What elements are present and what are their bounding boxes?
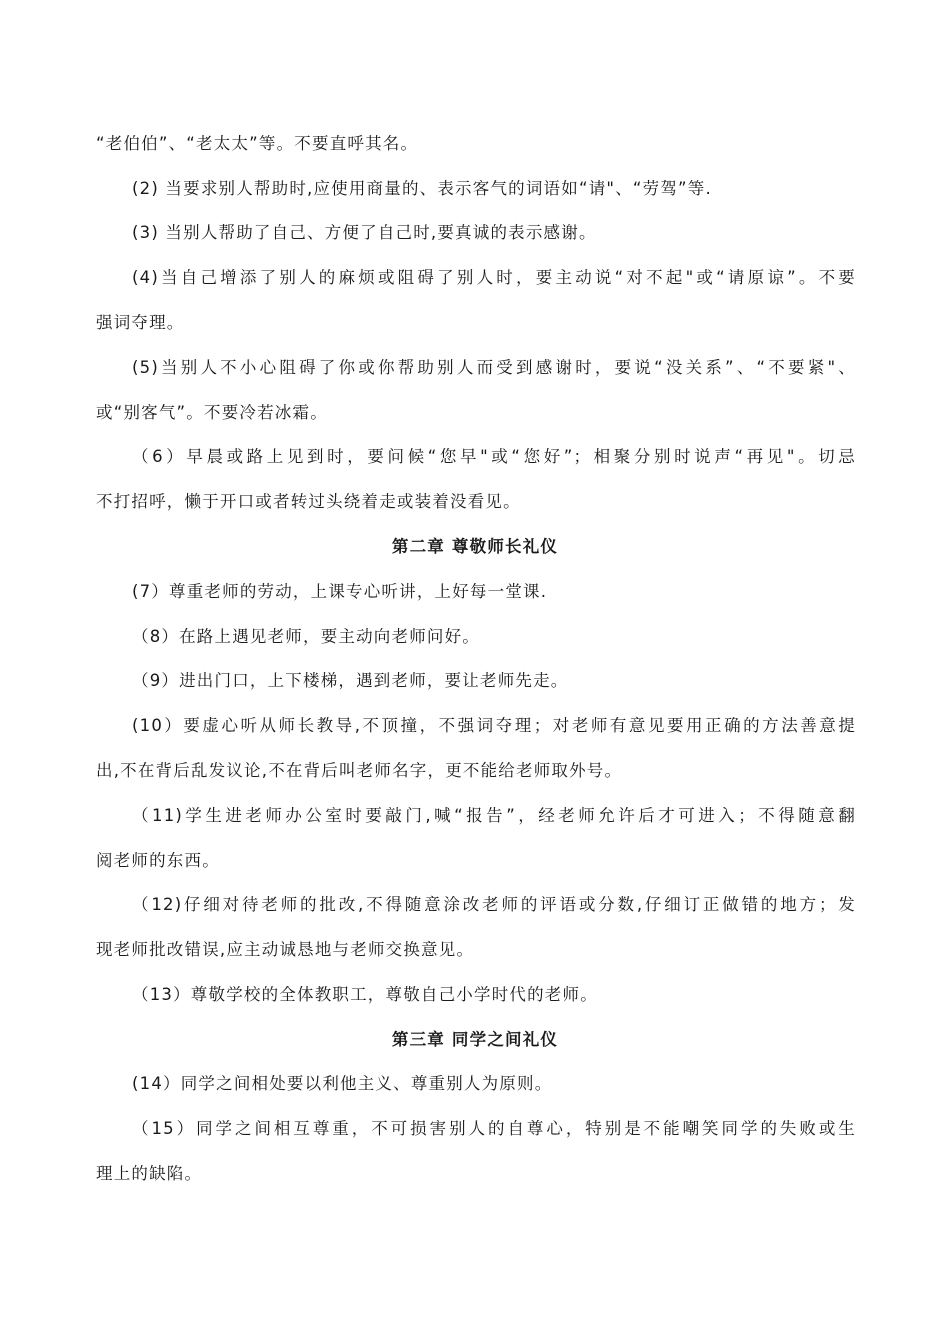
text-line: （13）尊敬学校的全体教职工，尊敬自己小学时代的老师。 xyxy=(132,985,598,1004)
chapter-heading: 第三章 同学之间礼仪 xyxy=(391,1030,559,1049)
text-line: (14）同学之间相处要以利他主义、尊重别人为原则。 xyxy=(132,1074,553,1093)
text-line: (3) 当别人帮助了自己、方便了自己时,要真诚的表示感谢。 xyxy=(132,223,597,242)
text-line: 阅老师的东西。 xyxy=(96,851,220,870)
text-line: 现老师批改错误,应主动诚恳地与老师交换意见。 xyxy=(96,940,475,959)
text-line: 或“别客气”。不要冷若冰霜。 xyxy=(96,403,328,422)
text-line: （11)学生进老师办公室时要敲门,喊“报告”，经老师允许后才可进入；不得随意翻 xyxy=(132,806,856,825)
text-line: “老伯伯”、“老太太”等。不要直呼其名。 xyxy=(96,134,419,153)
text-line: 理上的缺陷。 xyxy=(96,1164,203,1183)
text-line: (4)当自己增添了别人的麻烦或阻碍了别人时，要主动说“对不起"或“请原谅”。不要 xyxy=(132,268,856,287)
text-line: 出,不在背后乱发议论,不在背后叫老师名字，更不能给老师取外号。 xyxy=(96,761,623,780)
text-line: （6）早晨或路上见到时，要问候“您早"或“您好”；相聚分别时说声“再见"。切忌 xyxy=(132,447,856,466)
text-line: (7）尊重老师的劳动，上课专心听讲，上好每一堂课. xyxy=(132,582,548,601)
text-line: 不打招呼，懒于开口或者转过头绕着走或装着没看见。 xyxy=(96,492,521,511)
text-line: (5)当别人不小心阻碍了你或你帮助别人而受到感谢时，要说“没关系”、“不要紧"、 xyxy=(132,358,856,377)
text-line: （8）在路上遇见老师，要主动向老师问好。 xyxy=(132,627,480,646)
text-line: 强词夺理。 xyxy=(96,313,185,332)
text-line: (2) 当要求别人帮助时,应使用商量的、表示客气的词语如“请"、“劳驾”等. xyxy=(132,179,712,198)
text-line: (10）要虚心听从师长教导,不顶撞，不强词夺理；对老师有意见要用正确的方法善意提 xyxy=(132,716,856,735)
text-line: （15）同学之间相互尊重，不可损害别人的自尊心，特别是不能嘲笑同学的失败或生 xyxy=(132,1119,856,1138)
text-line: （12)仔细对待老师的批改,不得随意涂改老师的评语或分数,仔细订正做错的地方；发 xyxy=(132,895,856,914)
text-line: （9）进出门口，上下楼梯，遇到老师，要让老师先走。 xyxy=(132,671,569,690)
chapter-heading: 第二章 尊敬师长礼仪 xyxy=(391,537,559,556)
